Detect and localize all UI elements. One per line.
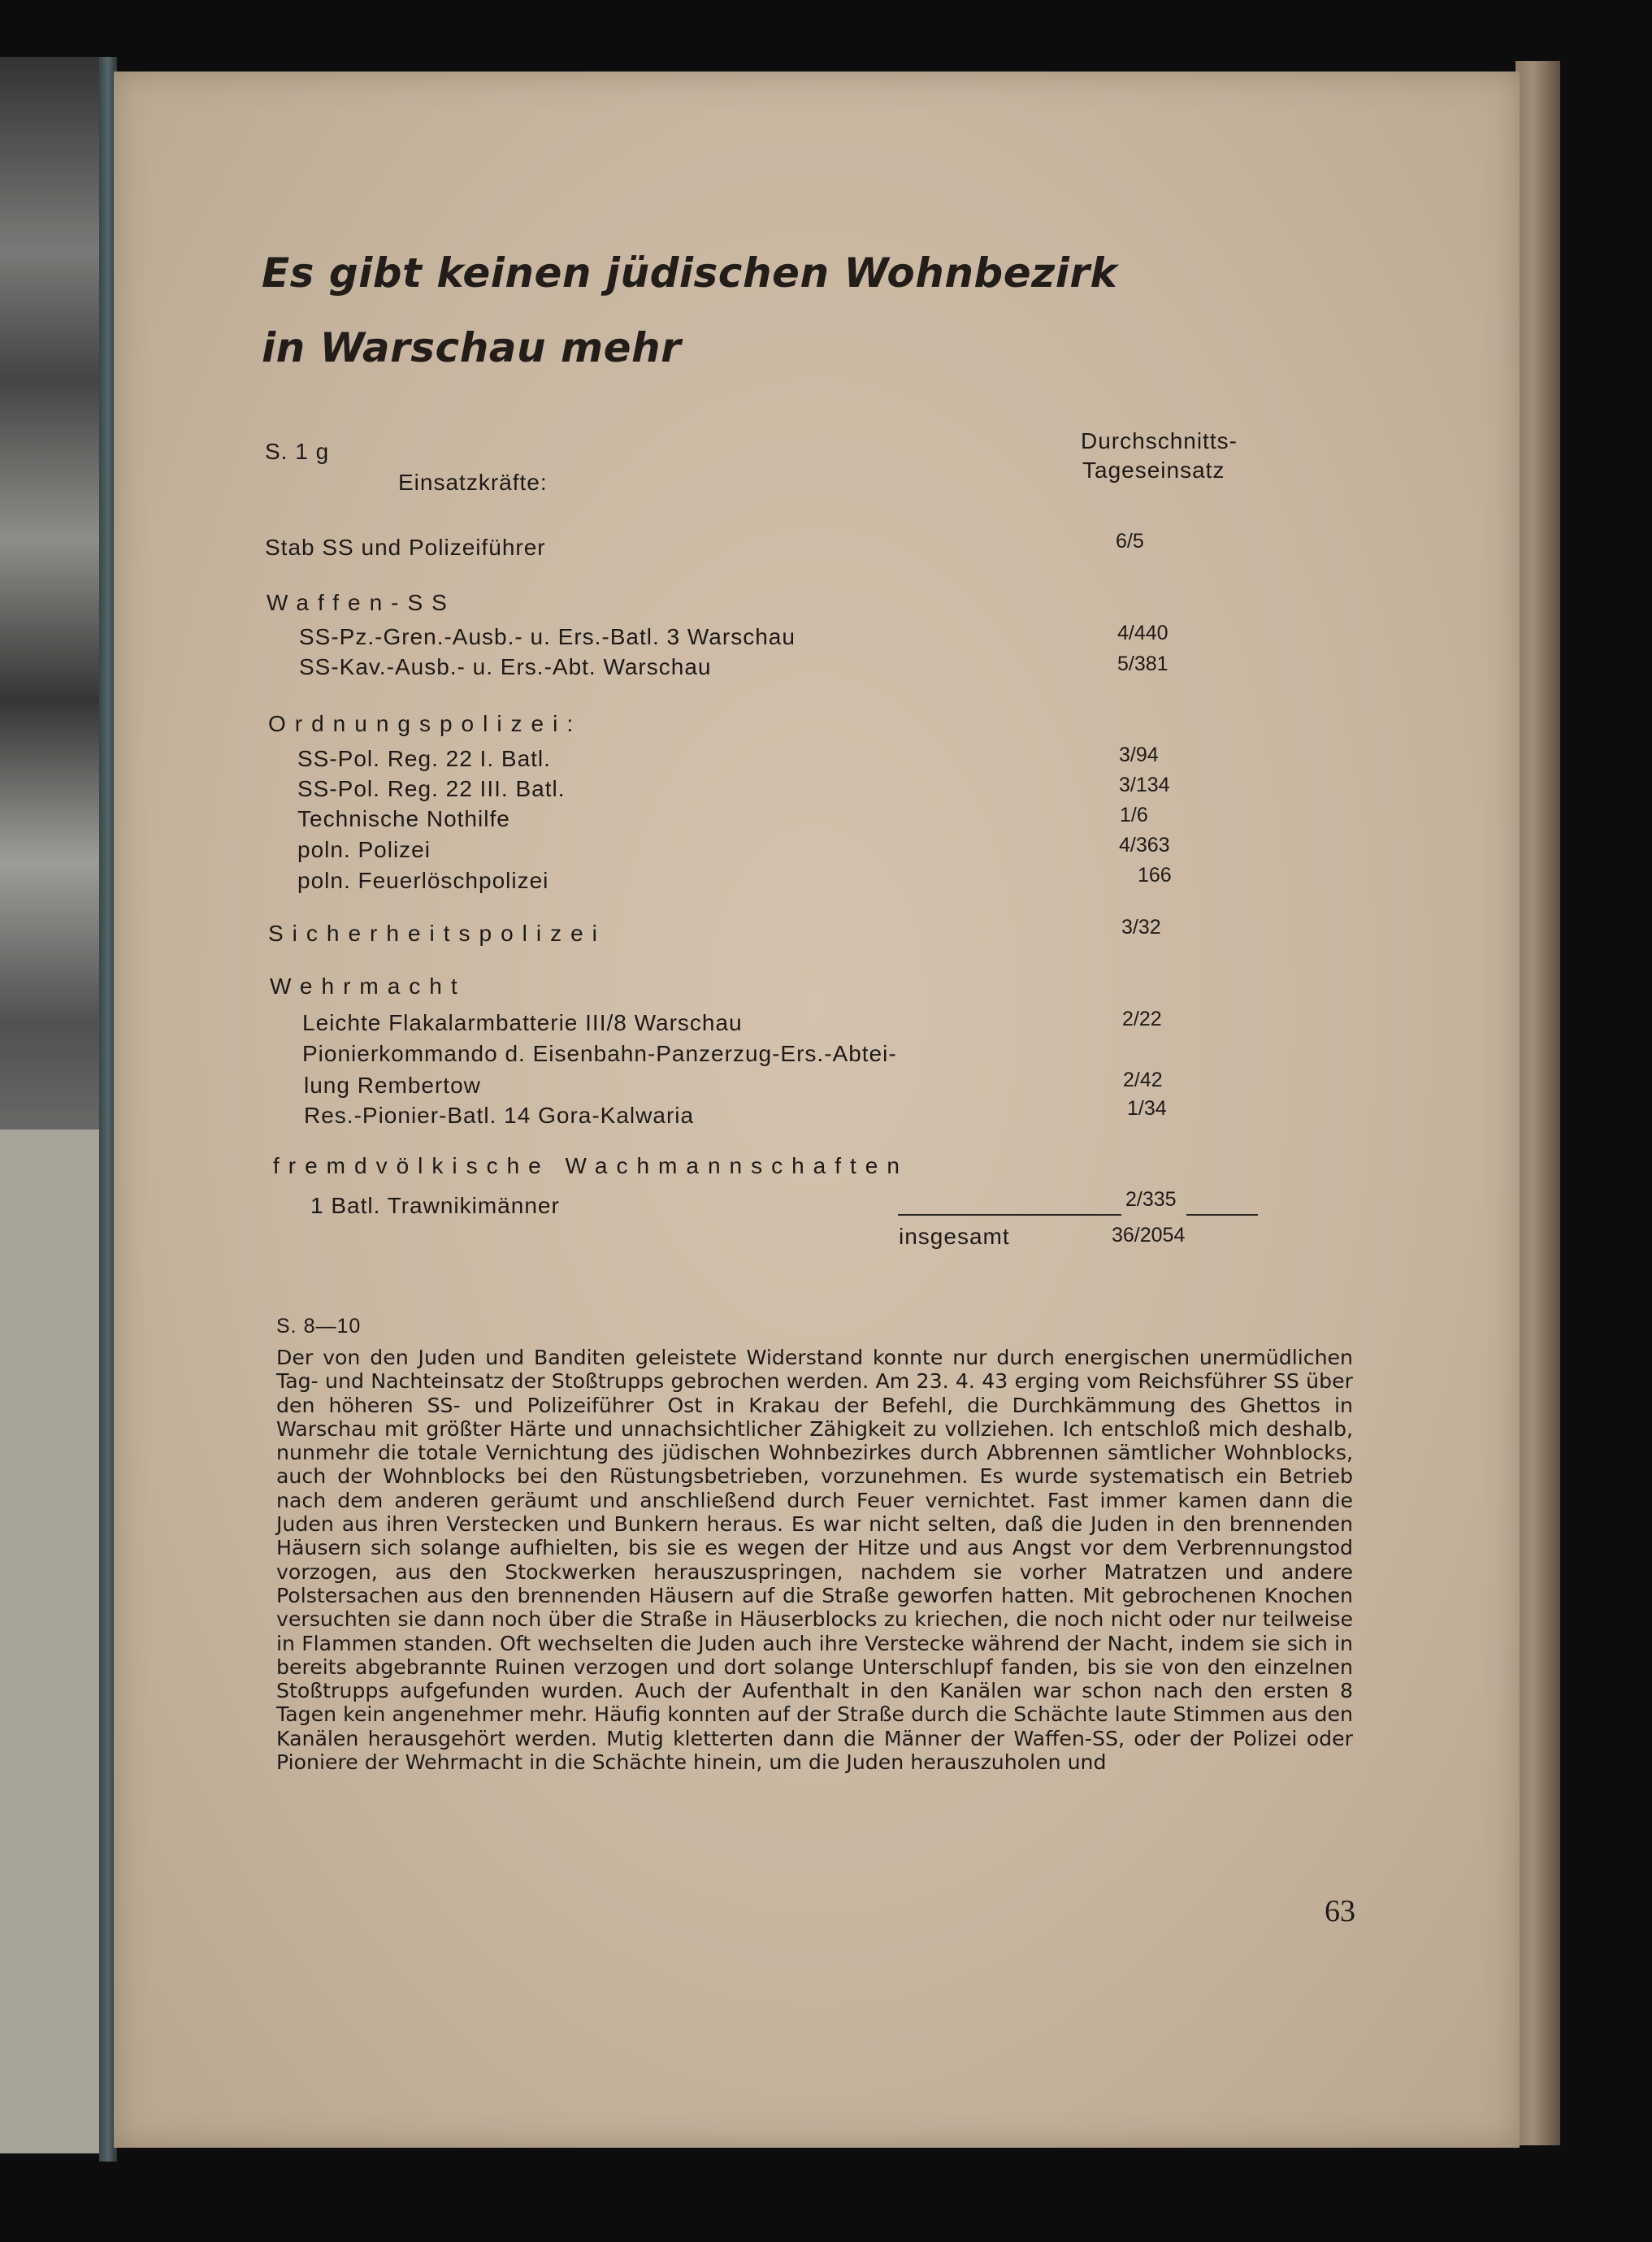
wehrmacht-row-label: lung Rembertow xyxy=(304,1073,481,1098)
column-header-forces: Einsatzkräfte: xyxy=(398,470,548,495)
stab-value: 6/5 xyxy=(1116,530,1144,553)
sicherheitspolizei-heading: Sicherheitspolizei xyxy=(268,921,606,946)
ordnungspolizei-row-label: Technische Nothilfe xyxy=(297,806,510,831)
total-value: 36/2054 xyxy=(1112,1224,1186,1247)
ordnungspolizei-row-label: poln. Polizei xyxy=(297,837,431,862)
wehrmacht-row-label: Res.-Pionier-Batl. 14 Gora-Kalwaria xyxy=(304,1103,695,1128)
column-header-average-line2: Tageseinsatz xyxy=(1082,458,1225,483)
wehrmacht-row-value: 2/42 xyxy=(1123,1069,1163,1091)
ordnungspolizei-row-label: SS-Pol. Reg. 22 I. Batl. xyxy=(297,746,551,771)
page-title xyxy=(262,236,1117,385)
fremdvoelkische-row-label: 1 Batl. Trawnikimänner xyxy=(310,1193,560,1218)
page-number: 63 xyxy=(1325,1894,1355,1928)
total-label: insgesamt xyxy=(899,1224,1010,1249)
fremdvoelkische-heading: fremdvölkische Wachmannschaften xyxy=(273,1153,908,1178)
section-ref-body: S. 8—10 xyxy=(276,1315,362,1338)
waffen-ss-row-value: 5/381 xyxy=(1117,653,1169,675)
page-edge xyxy=(1515,61,1560,2145)
title-line-2: in Warschau mehr xyxy=(262,324,682,371)
ordnungspolizei-row-value: 3/134 xyxy=(1119,774,1170,796)
ordnungspolizei-row-label: poln. Feuerlöschpolizei xyxy=(297,868,549,893)
title-line-1: Es gibt keinen jüdischen Wohnbezirk xyxy=(262,249,1118,297)
fremdvoelkische-row-value: 2/335 xyxy=(1125,1188,1177,1211)
ordnungspolizei-row-value: 3/94 xyxy=(1119,744,1159,766)
sicherheitspolizei-value: 3/32 xyxy=(1121,916,1161,939)
wehrmacht-row-value: 1/34 xyxy=(1127,1097,1167,1120)
ordnungspolizei-row-label: SS-Pol. Reg. 22 III. Batl. xyxy=(297,776,566,801)
waffen-ss-row-value: 4/440 xyxy=(1117,622,1169,644)
stab-label: Stab SS und Polizeiführer xyxy=(265,535,546,560)
sum-rule-left xyxy=(898,1214,1121,1216)
ordnungspolizei-row-value: 166 xyxy=(1138,864,1172,887)
body-paragraph: Der von den Juden und Banditen geleistete Widerstand konnte nur durch energischen unermüdlichen Tag- und Nachteinsatz der Stoßtrupps gebrochen werden. Am 23. 4. 43 erging vom Reichsführer SS über den höheren SS- und Polizeiführer Ost in Krakau der Befehl, die Durchkämmung des Ghettos in Warschau mit größter Härte und unnachsichtlicher Zähigkeit zu vollziehen. Ich entschloß mich deshalb, nunmehr die totale Vernichtung des jüdischen Wohnbezirkes durch Abbrennen sämtlicher Wohnblocks, auch der Wohnblocks bei den Rüstungsbetrieben, vorzunehmen. Es wurde systematisch ein Betrieb nach dem anderen geräumt und anschließend durch Feuer vernichtet. Fast immer kamen dann die Juden aus ihren Verstecken und Bunkern heraus. Es war nicht selten, daß die Juden in den brennenden Häusern sich solange aufhielten, bis sie es wegen der Hitze und aus Angst vor dem Verbrennungstod vorzogen, aus den Stockwerken herauszuspringen, nachdem sie vorher Matratzen und andere Polstersachen aus den brennenden Häusern auf die Straße geworfen hatten. Mit gebrochenen Knochen versuchten sie dann noch über die Straße in Häuserblocks zu kriechen, die noch nicht oder nur teilweise in Flammen standen. Oft wechselten die Juden auch ihre Verstecke während der Nacht, indem sie sich in bereits abgebrannte Ruinen verzogen und dort solange Unterschlupf fanden, bis sie von den einzelnen Stoßtrupps aufgefunden wurden. Auch der Aufenthalt in den Kanälen war schon nach den ersten 8 Tagen kein angenehmer mehr. Häufig konnten auf der Straße durch die Schächte laute Stimmen aus den Kanälen herausgehört werden. Mutig kletterten dann die Männer der Waffen-SS, oder der Polizei oder Pioniere der Wehrmacht in die Schächte hinein, um die Juden herauszuholen und xyxy=(276,1346,1353,1775)
ordnungspolizei-row-value: 4/363 xyxy=(1119,834,1170,856)
waffen-ss-heading: Waffen-SS xyxy=(267,590,456,615)
wehrmacht-row-label: Pionierkommando d. Eisenbahn-Panzerzug-Ers.-Abtei- xyxy=(302,1041,897,1066)
column-header-average-line1: Durchschnitts- xyxy=(1081,428,1238,453)
facing-page-margin xyxy=(0,1130,106,2153)
waffen-ss-row-label: SS-Kav.-Ausb.- u. Ers.-Abt. Warschau xyxy=(299,654,712,679)
ordnungspolizei-heading: Ordnungspolizei: xyxy=(268,711,583,736)
section-ref-table: S. 1 g xyxy=(265,439,330,464)
sum-rule-right xyxy=(1186,1214,1258,1216)
facing-page-photo xyxy=(0,57,106,1130)
wehrmacht-row-value: 2/22 xyxy=(1122,1008,1162,1030)
wehrmacht-row-label: Leichte Flakalarmbatterie III/8 Warschau xyxy=(302,1010,743,1035)
ordnungspolizei-row-value: 1/6 xyxy=(1120,804,1148,826)
waffen-ss-row-label: SS-Pz.-Gren.-Ausb.- u. Ers.-Batl. 3 Warschau xyxy=(299,624,796,649)
wehrmacht-heading: Wehrmacht xyxy=(270,974,466,999)
